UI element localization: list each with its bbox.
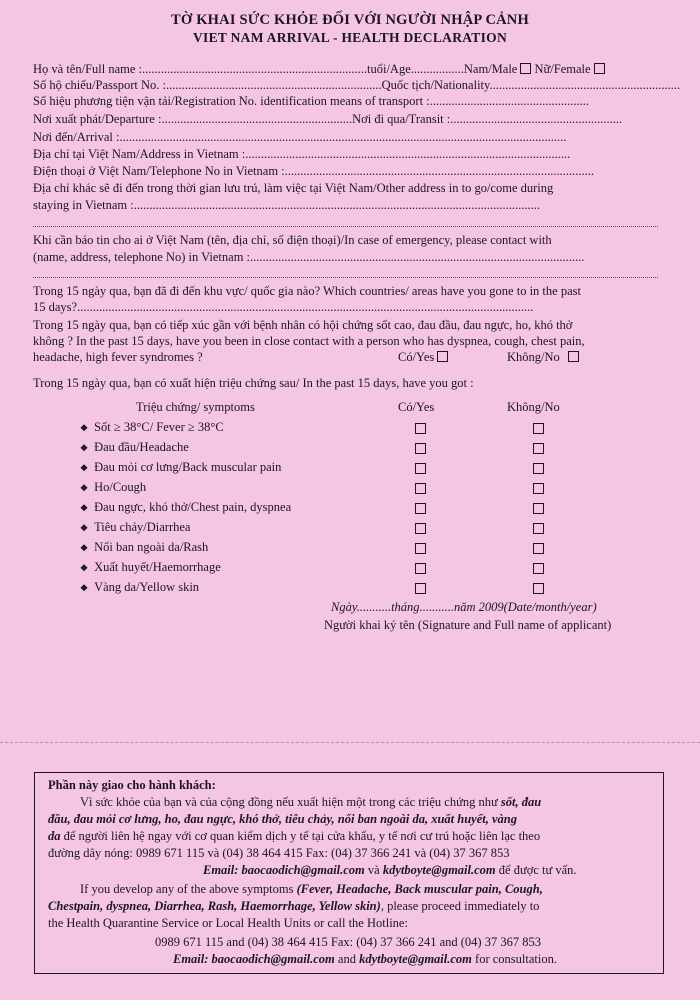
bullet-icon: ❖: [80, 483, 89, 493]
bullet-icon: ❖: [80, 523, 89, 533]
notice-text: If you develop any of the above symptoms: [80, 882, 297, 896]
symptom-no-checkbox[interactable]: [533, 503, 544, 514]
symptom-label: Sốt ≥ 38°C/ Fever ≥ 38°C: [94, 420, 224, 434]
symptom-no-checkbox[interactable]: [533, 523, 544, 534]
symptom-label: Nổi ban ngoài da/Rash: [94, 540, 209, 554]
symptom-label: Ho/Cough: [94, 480, 147, 494]
symptom-row: [80, 480, 146, 495]
symptom-row: [80, 520, 190, 535]
symptom-label: Đau ngực, khó thở/Chest pain, dyspnea: [94, 500, 292, 514]
notice-symptom-text: da: [48, 829, 61, 843]
symptom-no-checkbox[interactable]: [533, 483, 544, 494]
notice-en-line-1: [80, 882, 543, 897]
notice-title: Phần này giao cho hành khách:: [48, 778, 216, 792]
notice-en-hotline: 0989 671 115 and (04) 38 464 415 Fax: (04) 37 366 241 and (04) 37 367 853: [155, 935, 541, 949]
row-emergency: (name, address, telephone No) in Vietnam :...........................................................................................................: [33, 250, 585, 264]
symptom-yes-checkbox[interactable]: [415, 503, 426, 514]
notice-symptom-text: Chestpain, dyspnea, Diarrhea, Rash, Haemorrhage, Yellow skin): [48, 899, 381, 913]
symptom-no-checkbox[interactable]: [533, 563, 544, 574]
symptom-label: Đau mỏi cơ lưng/Back muscular pain: [94, 460, 282, 474]
symptom-label: Đau đầu/Headache: [94, 440, 189, 454]
contact-yes-checkbox[interactable]: [437, 351, 448, 362]
perforation-line: [0, 742, 700, 743]
bullet-icon: ❖: [80, 443, 89, 453]
symptoms-column-header: Triệu chứng/ symptoms: [136, 400, 255, 414]
transit-label: Nơi đi qua/Transit :: [352, 112, 451, 126]
date-year-label: năm 2009(Date/month/year): [453, 600, 597, 614]
row-arrival: Nơi đến/Arrival :...............................................................................................................................................: [33, 130, 567, 144]
arrival-label: Nơi đến/Arrival :: [33, 130, 120, 144]
bullet-icon: ❖: [80, 503, 89, 513]
notice-vi-line-1: [80, 795, 541, 810]
telephone-label: Điện thoại ở Việt Nam/Telephone No in Vietnam :: [33, 164, 285, 178]
symptom-yes-checkbox[interactable]: [415, 563, 426, 574]
other-address-label-1: Địa chỉ khác sẽ đi đến trong thời gian lưu trú, làm việc tại Việt Nam/Other address in to go/come during: [33, 181, 554, 195]
symptom-row: [80, 440, 189, 455]
symptom-row: [80, 460, 281, 475]
contact-yes-option: [398, 350, 448, 365]
row-passport: Số hộ chiếu/Passport No. :.....................................................................Quốc tịch/Nationality.............................................................: [33, 78, 681, 92]
email-link[interactable]: kdytboyte@gmail.com: [359, 952, 472, 966]
notice-text: để được tư vấn.: [495, 863, 577, 877]
registration-label: Số hiệu phương tiện vận tải/Registration No. identification means of transport :: [33, 94, 430, 108]
bullet-icon: ❖: [80, 543, 89, 553]
notice-text: Vì sức khỏe của bạn và của cộng đồng nếu xuất hiện một trong các triệu chứng như: [80, 795, 501, 809]
symptom-row: [80, 540, 208, 555]
symptom-row: [80, 560, 221, 575]
symptom-yes-checkbox[interactable]: [415, 463, 426, 474]
email-link[interactable]: Email: baocaodich@gmail.com: [203, 863, 365, 877]
yes-column-header: Có/Yes: [398, 400, 435, 414]
other-address-label-2: staying in Vietnam :: [33, 198, 134, 212]
notice-text: , please proceed immediately to: [380, 899, 540, 913]
bullet-icon: ❖: [80, 463, 89, 473]
date-month-field[interactable]: ...........: [419, 600, 454, 614]
signature-label[interactable]: Người khai ký tên (Signature and Full name of applicant): [324, 618, 612, 632]
row-address: Địa chỉ tại Việt Nam/Address in Vietnam :........................................................................................................: [33, 147, 571, 161]
departure-label: Nơi xuất phát/Departure :: [33, 112, 162, 126]
symptom-no-checkbox[interactable]: [533, 583, 544, 594]
female-checkbox[interactable]: [594, 63, 605, 74]
symptom-yes-checkbox[interactable]: [415, 583, 426, 594]
form-title-english: VIET NAM ARRIVAL - HEALTH DECLARATION: [192, 30, 508, 45]
symptom-label: Tiêu chảy/Diarrhea: [94, 520, 191, 534]
blank-line: [33, 276, 658, 278]
notice-en-line-2: [48, 899, 539, 914]
no-column-header: Không/No: [507, 400, 560, 414]
notice-vi-email: [203, 863, 577, 878]
question-symptoms: Trong 15 ngày qua, bạn có xuất hiện triệu chứng sau/ In the past 15 days, have you got :: [33, 376, 474, 390]
notice-symptom-text: (Fever, Headache, Back muscular pain, Cough,: [296, 882, 543, 896]
contact-no-label: Không/No: [507, 350, 560, 364]
symptom-label: Vàng da/Yellow skin: [94, 580, 200, 594]
symptom-no-checkbox[interactable]: [533, 543, 544, 554]
notice-vi-line-3: [48, 829, 540, 844]
age-label: tuổi/Age: [367, 62, 411, 76]
symptom-yes-checkbox[interactable]: [415, 483, 426, 494]
symptom-row: [80, 580, 199, 595]
contact-no-checkbox[interactable]: [568, 351, 579, 362]
notice-symptom-text: sốt, đau: [500, 795, 542, 809]
date-month-label: tháng: [391, 600, 420, 614]
date-day-label: Ngày: [331, 600, 357, 614]
notice-text: để người liên hệ ngay với cơ quan kiểm dịch y tế tại cửa khẩu, y tế nơi cư trú hoặc liên lạc theo: [60, 829, 541, 843]
bullet-icon: ❖: [80, 563, 89, 573]
notice-text: for consultation.: [471, 952, 557, 966]
row-other-address: staying in Vietnam :..................................................................................................................................: [33, 198, 540, 212]
symptom-row: [80, 500, 291, 515]
symptom-yes-checkbox[interactable]: [415, 543, 426, 554]
symptom-no-checkbox[interactable]: [533, 463, 544, 474]
symptom-no-checkbox[interactable]: [533, 423, 544, 434]
form-title-vietnamese: TỜ KHAI SỨC KHỎE ĐỐI VỚI NGƯỜI NHẬP CẢNH: [171, 12, 529, 28]
row-departure: Nơi xuất phát/Departure :.............................................................Nơi đi qua/Transit :.......................................................: [33, 112, 623, 126]
nationality-label: Quốc tịch/Nationality: [381, 78, 490, 92]
contact-no-option: [507, 350, 579, 365]
bullet-icon: ❖: [80, 423, 89, 433]
symptom-yes-checkbox[interactable]: [415, 523, 426, 534]
row-countries: 15 days?..................................................................................................................................................: [33, 300, 534, 314]
passport-label: Số hộ chiếu/Passport No. :: [33, 78, 166, 92]
symptom-yes-checkbox[interactable]: [415, 423, 426, 434]
emergency-label-2: (name, address, telephone No) in Vietnam :: [33, 250, 251, 264]
date-line: [331, 600, 597, 615]
question-countries-1: Trong 15 ngày qua, bạn đã đi đến khu vực/ quốc gia nào? Which countries/ areas have you gone to in the past: [33, 284, 581, 298]
notice-en-email: [173, 952, 557, 967]
symptom-yes-checkbox[interactable]: [415, 443, 426, 454]
row-full-name: Họ và tên/Full name :........................................................................tuổi/Age.................Nam/Male Nữ/Female: [33, 62, 605, 77]
bullet-icon: ❖: [80, 583, 89, 593]
full-name-label: Họ và tên/Full name :: [33, 62, 143, 76]
notice-text: and: [334, 952, 360, 966]
male-label: Nam/Male: [463, 62, 518, 76]
notice-text: và: [364, 863, 383, 877]
notice-vi-hotline: đường dây nóng: 0989 671 115 và (04) 38 464 415 Fax: (04) 37 366 241 và (04) 37 367 853: [48, 846, 510, 860]
male-checkbox[interactable]: [520, 63, 531, 74]
contact-yes-label: Có/Yes: [398, 350, 435, 364]
email-link[interactable]: kdytboyte@gmail.com: [382, 863, 496, 877]
address-label: Địa chỉ tại Việt Nam/Address in Vietnam :: [33, 147, 246, 161]
question-contact-3: headache, high fever syndromes ?: [33, 350, 203, 364]
symptom-no-checkbox[interactable]: [533, 443, 544, 454]
notice-vi-line-2: đầu, đau mỏi cơ lưng, ho, đau ngực, khó thở, tiêu chảy, nổi ban ngoài da, xuất huyết, vàng: [48, 812, 517, 826]
emergency-label-1: Khi cần báo tin cho ai ở Việt Nam (tên, địa chỉ, số điện thoại)/In case of emergency, please contact with: [33, 233, 552, 247]
notice-en-line-3: the Health Quarantine Service or Local Health Units or call the Hotline:: [48, 916, 408, 930]
blank-line: [33, 225, 658, 227]
female-label: Nữ/Female: [534, 62, 591, 76]
question-contact-2: không ? In the past 15 days, have you been in close contact with a person who has dyspnea, cough, chest pain,: [33, 334, 585, 348]
question-countries-2: 15 days?: [33, 300, 78, 314]
symptom-label: Xuất huyết/Haemorrhage: [94, 560, 221, 574]
row-telephone: Điện thoại ở Việt Nam/Telephone No in Vietnam :...................................................................................................: [33, 164, 595, 178]
date-day-field[interactable]: ...........: [356, 600, 392, 614]
row-registration: Số hiệu phương tiện vận tải/Registration No. identification means of transport :...................................................: [33, 94, 590, 108]
question-contact-1: Trong 15 ngày qua, bạn có tiếp xúc gần với bệnh nhân có hội chứng sốt cao, đau đầu, đau ngực, ho, khó thở: [33, 318, 573, 332]
symptom-row: [80, 420, 224, 435]
email-link[interactable]: Email: baocaodich@gmail.com: [173, 952, 335, 966]
